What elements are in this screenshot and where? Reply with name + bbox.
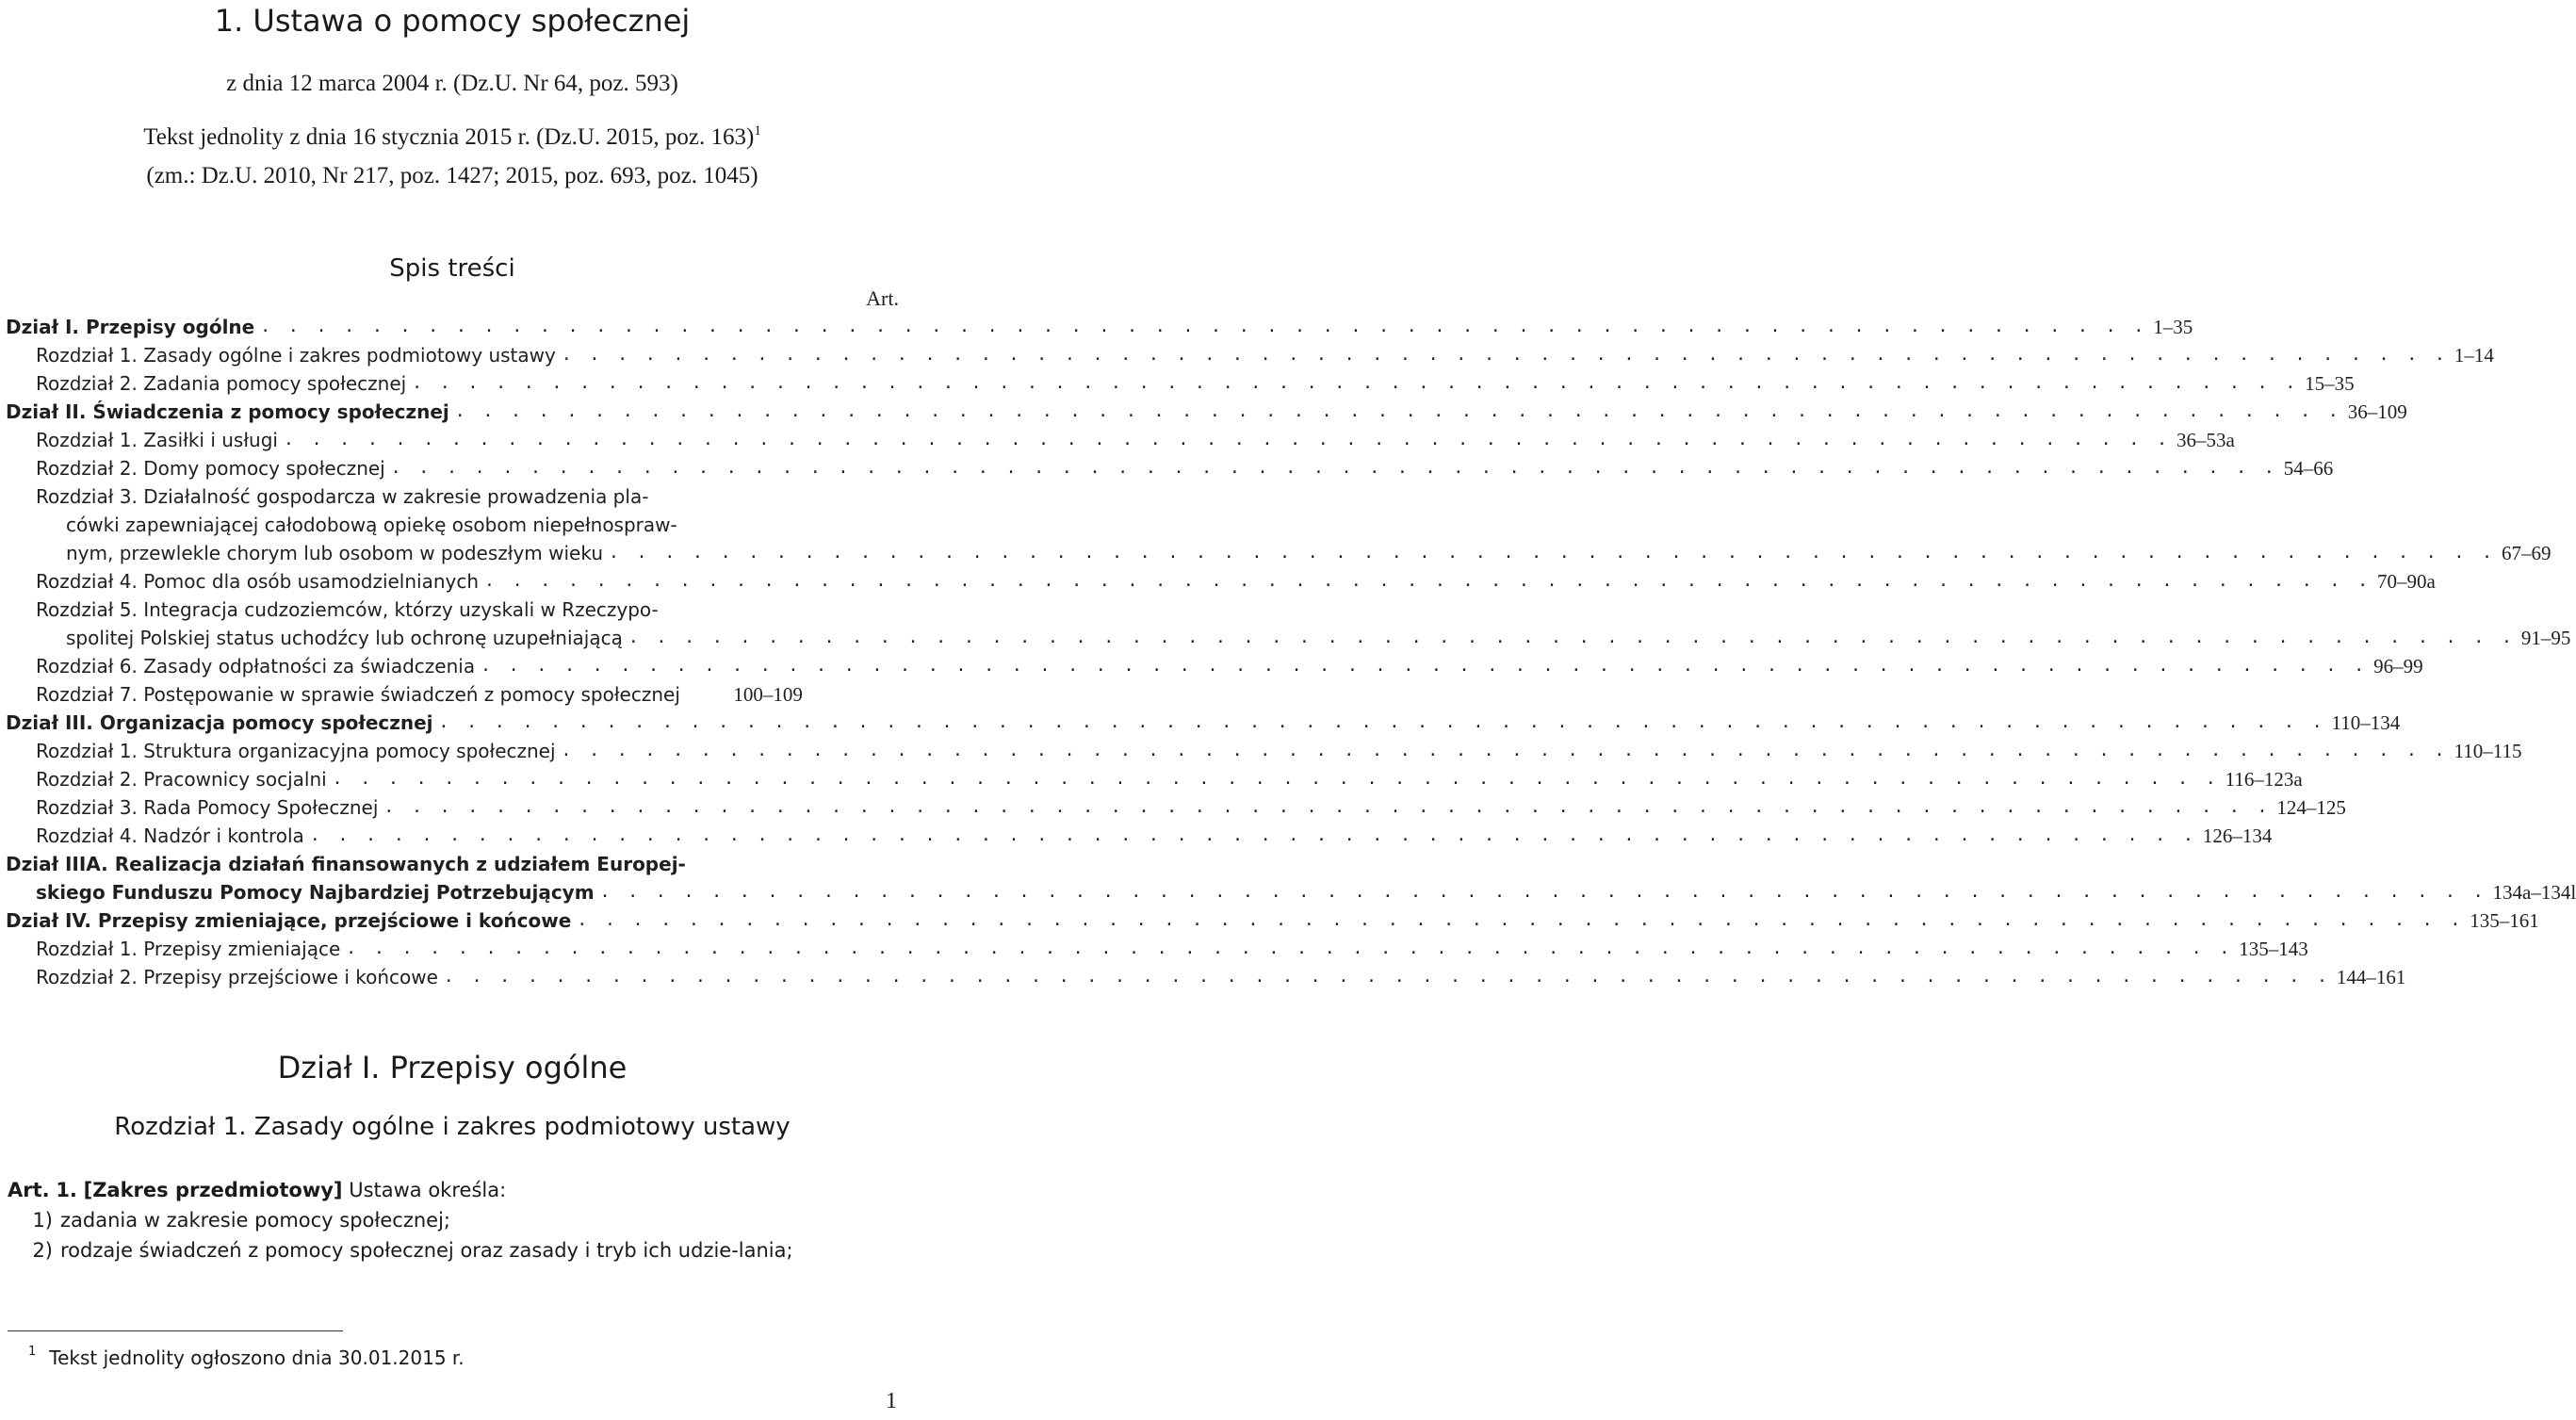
toc-entry-label: Rozdział 2. Domy pomocy społecznej: [36, 457, 385, 480]
point-number: 1): [32, 1209, 53, 1232]
toc-entry-label-continued: skiego Funduszu Pomocy Najbardziej Potrzebującym: [36, 881, 595, 904]
toc-entry-label: Rozdział 1. Zasiłki i usługi: [36, 429, 278, 451]
point-text: zadania w zakresie pomocy społecznej;: [60, 1209, 450, 1232]
toc-leader-dots: . . . . . . . . . . . . . . . . . . . . . . . . . . . . . . . . . . . . . . . . . . . . . . . . . . . . . . . . . . . . . . . . . . . .: [390, 458, 2278, 478]
document-title: 1. Ustawa o pomocy społecznej: [214, 3, 691, 39]
article-point: [8, 1235, 893, 1265]
toc-entry-label-continued: spolitej Polskiej status uchodźcy lub ochronę uzupełniającą: [66, 627, 623, 649]
toc-leader-dots: . . . . . . . . . . . . . . . . . . . . . . . . . . . . . . . . . . . . . . . . . . . . . . . . . . . . . . . . . . . . . . . . . . . .: [283, 430, 2171, 449]
footnote-ref: 1: [754, 123, 761, 139]
toc-entry-label: Rozdział 2. Zadania pomocy społecznej: [36, 372, 407, 395]
toc-leader-dots: . . . . . . . . . . . . . . . . . . . . . . . . . . . . . . . . . . . . . . . . . . . . . . . . . . . . . . . . . . . . . . . . . . . .: [561, 345, 2449, 365]
toc-entry-articles: 15–35: [2305, 372, 2355, 395]
toc-leader-dots: . . . . . . . . . . . . . . . . . . . . . . . . . . . . . . . . . . . . . . . . . . . . . . . . . . . . . . . . . . . . . . . . . . . .: [628, 628, 2516, 647]
toc-entry-label: Rozdział 3. Działalność gospodarcza w zakresie prowadzenia pla-: [36, 485, 649, 508]
toc-entry-articles: 134a–134l: [2492, 881, 2576, 904]
toc-entry-articles: 100–109: [733, 683, 803, 706]
toc-entry-articles: 110–115: [2454, 740, 2522, 762]
footnote-text: Tekst jednolity ogłoszono dnia 30.01.2015 r.: [49, 1347, 465, 1369]
toc-entry: [6, 398, 2407, 426]
point-number: 2): [32, 1239, 53, 1262]
table-of-contents: [6, 285, 2576, 991]
consolidated-text: Tekst jednolity z dnia 16 stycznia 2015 r. (Dz.U. 2015, poz. 163): [143, 124, 755, 150]
toc-entry-articles: 1–35: [2153, 316, 2193, 338]
toc-entry-label: Dział I. Przepisy ogólne: [6, 316, 255, 338]
toc-entry-articles: 126–134: [2202, 824, 2273, 847]
toc-entry-articles: 36–109: [2347, 400, 2407, 423]
toc-heading: Spis treści: [389, 254, 515, 283]
toc-leader-dots: . . . . . . . . . . . . . . . . . . . . . . . . . . . . . . . . . . . . . . . . . . . . . . . . . . . . . . . . . . . . . . . . . . . .: [599, 882, 2487, 902]
toc-entry: [6, 793, 2346, 822]
toc-entry-label: Rozdział 1. Przepisy zmieniające: [36, 938, 341, 960]
toc-entry-articles: 36–53a: [2176, 429, 2235, 451]
toc-entry: [6, 539, 2552, 567]
article-number: 1.: [56, 1179, 77, 1201]
toc-leader-dots: . . . . . . . . . . . . . . . . . . . . . . . . . . . . . . . . . . . . . . . . . . . . . . . . . . . . . . . . . . . . . . . . . . . .: [454, 401, 2342, 421]
act-date-line: z dnia 12 marca 2004 r. (Dz.U. Nr 64, poz. 593): [226, 71, 678, 96]
toc-entry: [6, 709, 2401, 737]
article-1: [8, 1175, 893, 1265]
toc-entry-articles: 91–95: [2520, 627, 2571, 649]
footnote-divider: [8, 1330, 343, 1331]
toc-entry-articles: 135–161: [2470, 909, 2539, 932]
toc-leader-dots: . . . . . . . . . . . . . . . . . . . . . . . . . . . . . . . . . . . . . . . . . . . . . . . . . . . . . . . . . . . . . . . . . . . .: [609, 543, 2496, 563]
toc-entry-articles: 116–123a: [2225, 768, 2303, 791]
toc-entry: [6, 963, 2406, 991]
toc-art-column-header: Art.: [866, 286, 899, 310]
article-label: Art.: [8, 1179, 50, 1201]
toc-entry: [6, 313, 2193, 341]
toc-entry-label: Dział III. Organizacja pomocy społecznej: [6, 711, 433, 734]
toc-entry-label: Rozdział 2. Przepisy przejściowe i końcowe: [36, 966, 438, 988]
article-intro: Ustawa określa:: [349, 1179, 507, 1201]
toc-entry-label: Dział II. Świadczenia z pomocy społecznej: [6, 400, 449, 423]
toc-entry: [6, 878, 2576, 906]
toc-entry: [6, 935, 2308, 963]
toc-entry: [6, 822, 2273, 850]
toc-entry-label: Dział IIIA. Realizacja działań finansowanych z udziałem Europej-: [6, 853, 686, 875]
point-text: rodzaje świadczeń z pomocy społecznej oraz zasady i tryb ich udzie-lania;: [60, 1239, 793, 1262]
toc-entry: [6, 737, 2522, 765]
toc-entry: [6, 765, 2303, 793]
toc-entry: [6, 341, 2494, 369]
toc-entry-label: Rozdział 2. Pracownicy socjalni: [36, 768, 327, 791]
page-number: 1: [886, 1389, 897, 1413]
toc-entry-label: Rozdział 6. Zasady odpłatności za świadczenia: [36, 655, 476, 677]
toc-entry-label-continued: nym, przewlekle chorym lub osobom w podeszłym wieku: [66, 542, 603, 564]
footnote: [28, 1338, 465, 1372]
toc-entry: [6, 426, 2235, 454]
article-point: [8, 1205, 893, 1235]
toc-leader-dots: . . . . . . . . . . . . . . . . . . . . . . . . . . . . . . . . . . . . . . . . . . . . . . . . . . . . . . . . . . . . . . . . . . . .: [309, 825, 2197, 845]
toc-entry: [6, 454, 2334, 482]
toc-entry-label: Rozdział 5. Integracja cudzoziemców, którzy uzyskali w Rzeczypo-: [36, 598, 659, 621]
toc-entry-label: Rozdział 3. Rada Pomocy Społecznej: [36, 796, 379, 819]
toc-leader-dots: . . . . . . . . . . . . . . . . . . . . . . . . . . . . . . . . . . . . . . . . . . . . . . . . . . . . . . . . . . . . . . . . . . . .: [481, 656, 2369, 676]
toc-entry-label: Dział IV. Przepisy zmieniające, przejściowe i końcowe: [6, 909, 572, 932]
chapter-title: Rozdział 1. Zasady ogólne i zakres podmiotowy ustawy: [114, 1113, 791, 1141]
toc-leader-dots: . . . . . . . . . . . . . . . . . . . . . . . . . . . . . . . . . . . . . . . . . . . . . . . . . . . . . . . . . . . . . . . . . . . .: [412, 373, 2300, 393]
toc-entry-label-continued: cówki zapewniającej całodobową opiekę osobom niepełnospraw-: [66, 514, 677, 536]
toc-entry-articles: 110–134: [2331, 711, 2401, 734]
toc-entry-articles: 1–14: [2454, 344, 2494, 367]
toc-entry-label: Rozdział 4. Nadzór i kontrola: [36, 824, 304, 847]
toc-leader-dots: . . . . . . . . . . . . . . . . . . . . . . . . . . . . . . . . . . . . . . . . . . . . . . . . . . . . . . . . . . . . . . . . . . . .: [346, 939, 2234, 958]
toc-entry: [6, 906, 2539, 935]
article-heading-line: [8, 1175, 893, 1205]
toc-entry: [6, 624, 2571, 652]
toc-entry-articles: 54–66: [2283, 457, 2334, 480]
toc-leader-dots: . . . . . . . . . . . . . . . . . . . . . . . . . . . . . . . . . . . . . . . . . . . . . . . . . . . . . . . . . . . . . . . . . . . .: [443, 967, 2331, 987]
toc-leader-dots: . . . . . . . . . . . . . . . . . . . . . . . . . . . . . . . . . . . . . . . . . . . . . . . . . . . . . . . . . . . . . . . . . . . .: [260, 317, 2148, 336]
toc-entry-label: Rozdział 1. Struktura organizacyjna pomocy społecznej: [36, 740, 556, 762]
consolidated-text-line: [0, 117, 905, 152]
article-heading: [Zakres przedmiotowy]: [83, 1179, 343, 1201]
section-title: Dział I. Przepisy ogólne: [277, 1050, 628, 1085]
toc-entry-articles: 96–99: [2373, 655, 2423, 677]
toc-entry: [6, 680, 899, 709]
toc-entry: [6, 652, 2423, 680]
toc-entry-label: Rozdział 4. Pomoc dla osób usamodzielnianych: [36, 570, 480, 593]
toc-entry-articles: 144–161: [2336, 966, 2406, 988]
toc-entry-articles: 67–69: [2501, 542, 2552, 564]
toc-entry-label: Rozdział 7. Postępowanie w sprawie świadczeń z pomocy społecznej: [36, 683, 680, 706]
toc-leader-dots: . . . . . . . . . . . . . . . . . . . . . . . . . . . . . . . . . . . . . . . . . . . . . . . . . . . . . . . . . . . . . . . . . . . .: [383, 797, 2272, 817]
toc-leader-dots: . . . . . . . . . . . . . . . . . . . . . . . . . . . . . . . . . . . . . . . . . . . . . . . . . . . . . . . . . . . . . . . . . . . .: [484, 571, 2372, 591]
toc-entry: [6, 369, 2355, 398]
amendments-line: (zm.: Dz.U. 2010, Nr 217, poz. 1427; 2015, poz. 693, poz. 1045): [146, 163, 758, 188]
toc-entry-articles: 70–90a: [2377, 570, 2436, 593]
toc-leader-dots: . . . . . . . . . . . . . . . . . . . . . . . . . . . . . . . . . . . . . . . . . . . . . . . . . . . . . . . . . . . . . . . . . . . .: [561, 741, 2449, 760]
footnote-mark: 1: [28, 1345, 37, 1359]
toc-leader-dots: . . . . . . . . . . . . . . . . . . . . . . . . . . . . . . . . . . . . . . . . . . . . . . . . . . . . . . . . . . . . . . . . . . . .: [438, 712, 2326, 732]
toc-entry-label: Rozdział 1. Zasady ogólne i zakres podmiotowy ustawy: [36, 344, 556, 367]
toc-entry: [6, 567, 2436, 596]
toc-leader-dots: . . . . . . . . . . . . . . . . . . . . . . . . . . . . . . . . . . . . . . . . . . . . . . . . . . . . . . . . . . . . . . . . . . . .: [577, 910, 2465, 930]
toc-leader-dots: . . . . . . . . . . . . . . . . . . . . . . . . . . . . . . . . . . . . . . . . . . . . . . . . . . . . . . . . . . . . . . . . . . . .: [332, 769, 2220, 789]
toc-entry-articles: 135–143: [2239, 938, 2308, 960]
toc-entry-articles: 124–125: [2276, 796, 2346, 819]
